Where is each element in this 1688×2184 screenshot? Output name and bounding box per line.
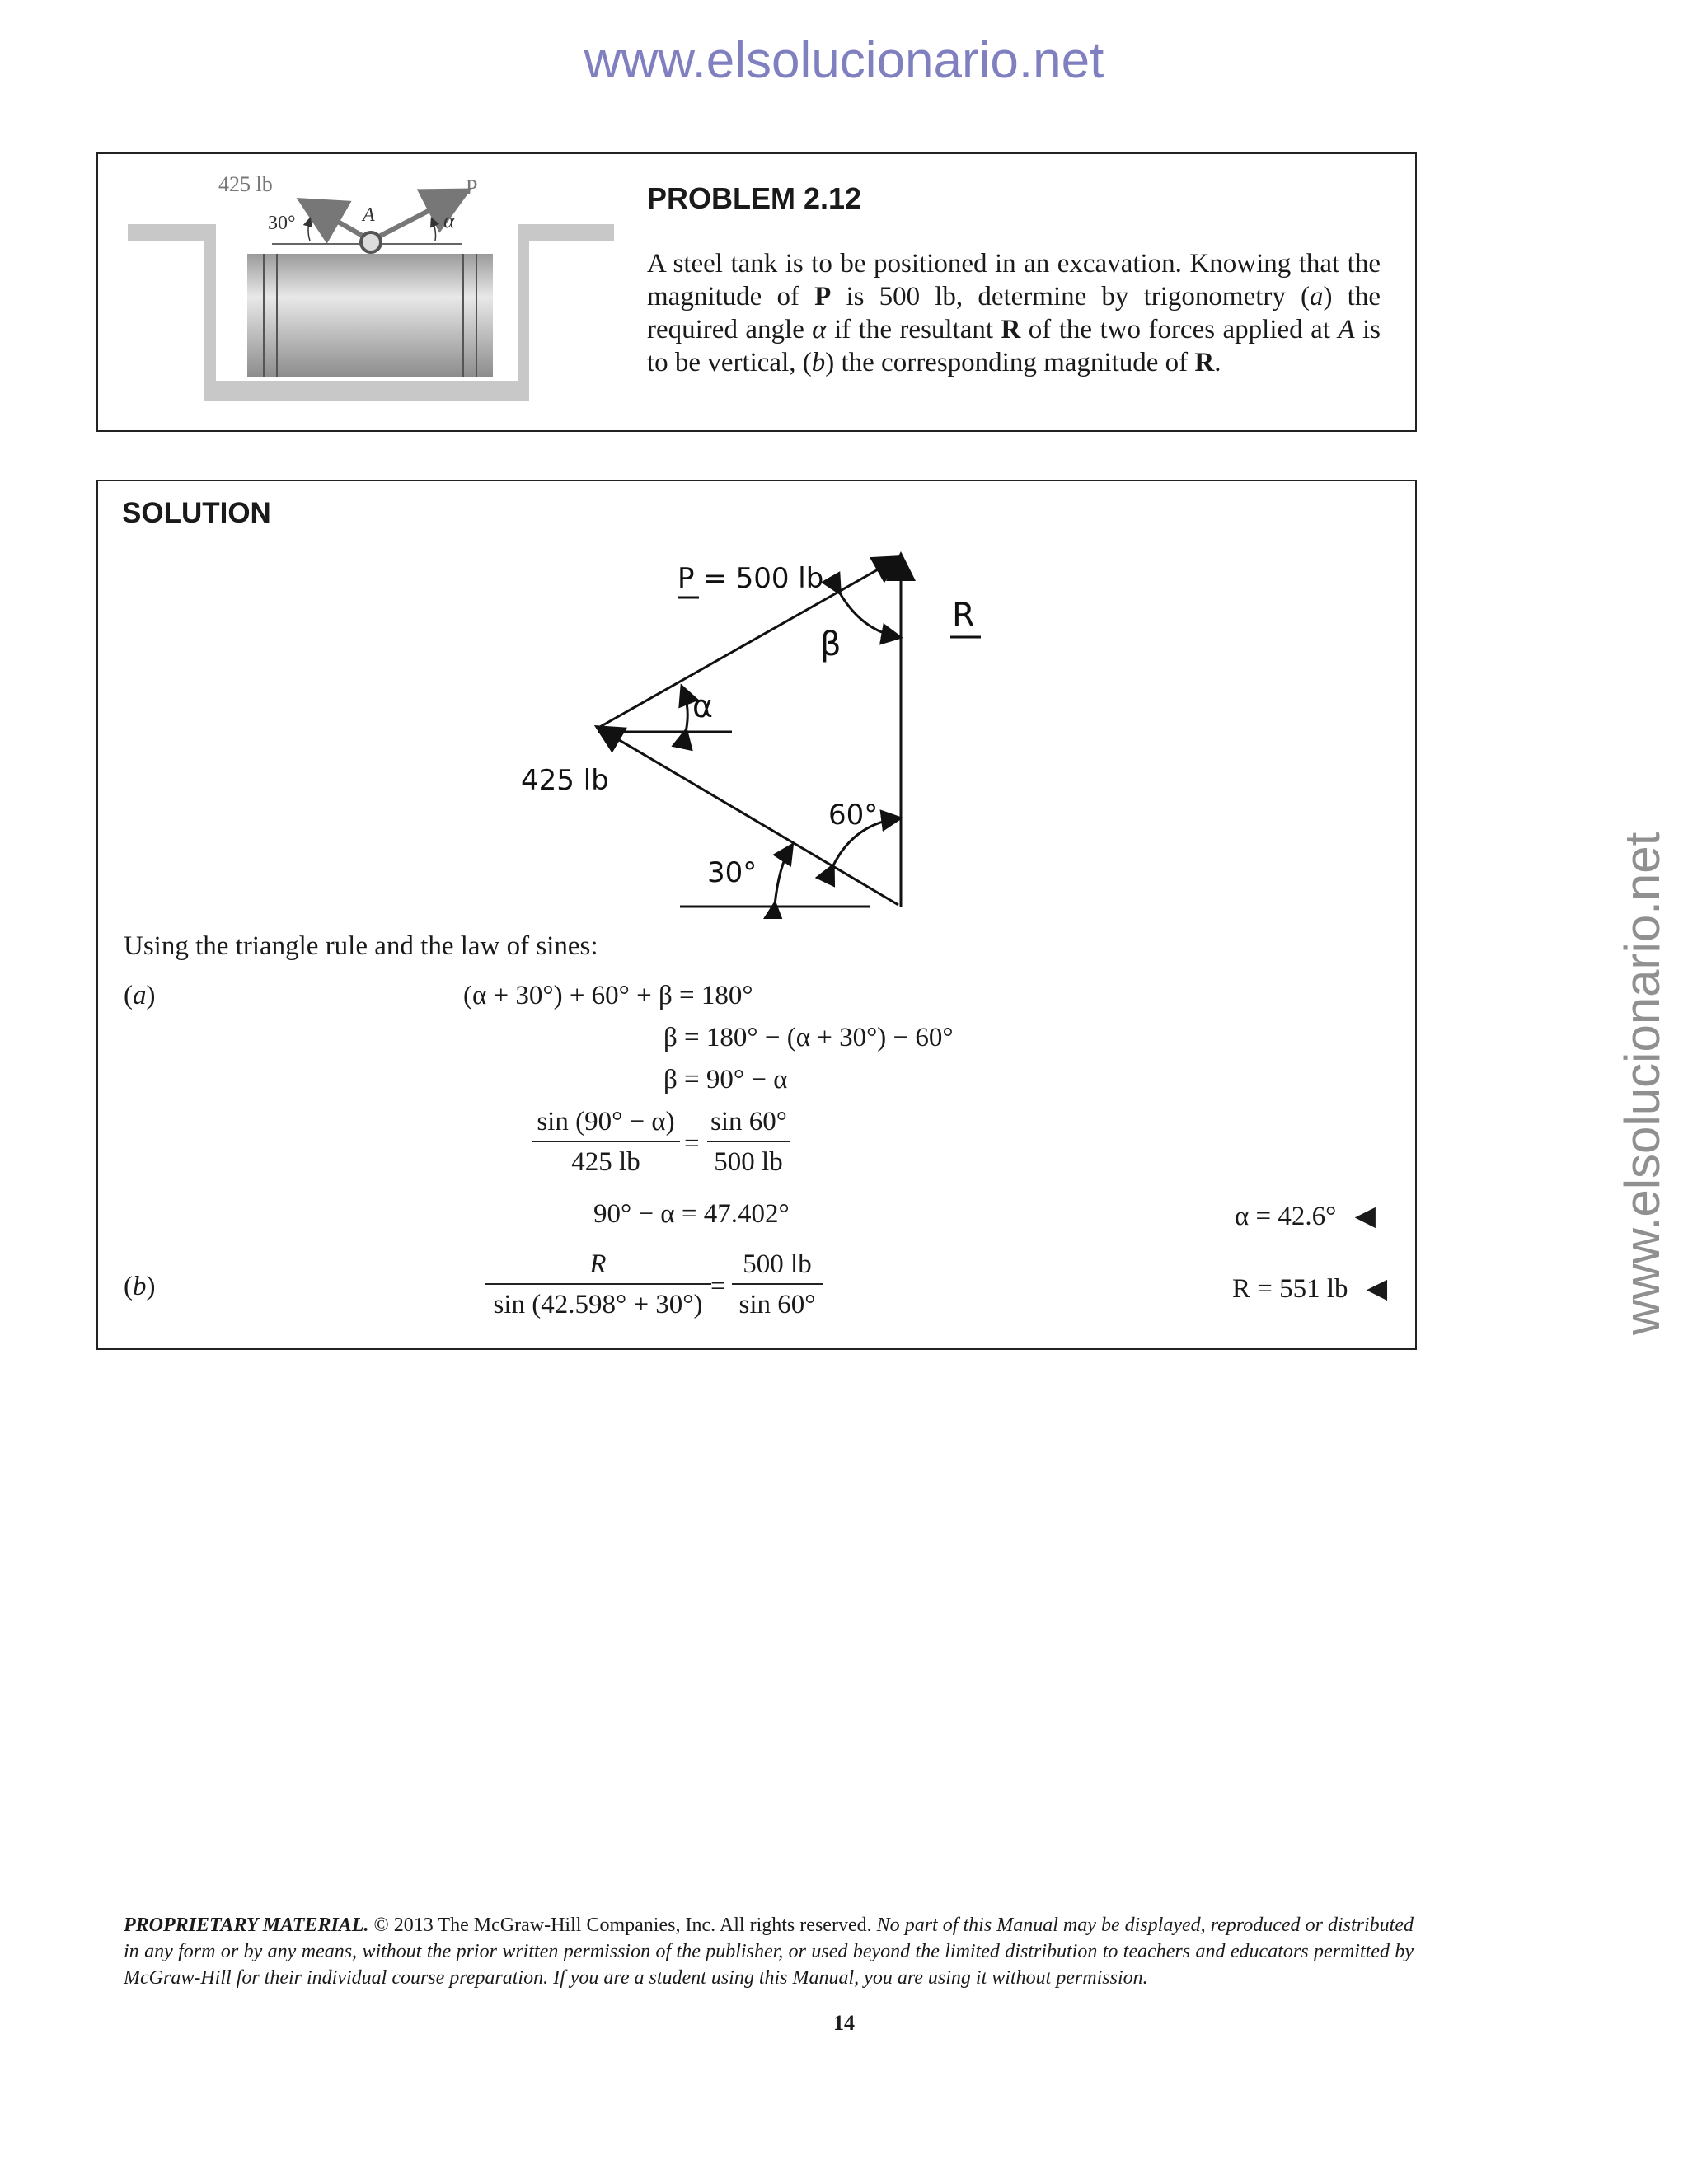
diagram-r-label: R bbox=[952, 597, 975, 635]
figure-angle-left-label: 30° bbox=[268, 213, 296, 234]
force-425-arrow bbox=[305, 203, 371, 241]
solution-title: SOLUTION bbox=[122, 497, 271, 529]
force-triangle-diagram bbox=[495, 540, 1022, 919]
figure-force-right-label: P bbox=[466, 176, 478, 199]
figure-angle-right-label: α bbox=[443, 209, 455, 232]
watermark-top: www.elsolucionario.net bbox=[584, 32, 1104, 89]
diagram-force-label: 425 lb bbox=[521, 764, 609, 797]
equation-6-right-fraction: $\frac{500 lb}{\sin 60^\circ}$ bbox=[732, 1249, 823, 1320]
equation-2: β = 180° − (α + 30°) − 60° bbox=[663, 1023, 954, 1052]
answer-b-marker-icon: ◀ bbox=[1366, 1274, 1388, 1304]
page-number: 14 bbox=[833, 2011, 855, 2035]
diagram-30-label: 30° bbox=[707, 856, 757, 889]
figure-force-left-label: 425 lb bbox=[218, 172, 273, 196]
part-b-label: (b) bbox=[124, 1272, 156, 1301]
problem-text: A steel tank is to be positioned in an excavation. Knowing that the magnitude of P is 500 lb, determine by trigonometry (a) the required angle α if the resultant R of the two forces applied at A is to be vertical, (b) the corresponding magnitude of R. bbox=[647, 249, 1381, 377]
footer-italic: No part of this Manual may be displayed, reproduced or distributed in any form or by any means, without the prior written permission of the publisher, or used beyond the limited distribution to teachers and educators permitted by McGraw-Hill for their individual course preparation. If you are a student using this Manual, you are using it without permission. bbox=[124, 1915, 1414, 1989]
copyright-footer bbox=[124, 1912, 1414, 1991]
diagram-60-label: 60° bbox=[828, 799, 879, 832]
tank-figure bbox=[124, 165, 626, 412]
answer-b: R = 551 lb ◀ bbox=[1232, 1274, 1388, 1304]
footer-bold: PROPRIETARY MATERIAL. bbox=[124, 1915, 369, 1936]
ring-a bbox=[361, 232, 381, 252]
equation-4-right-fraction: $\frac{\sin 60^\circ}{500 lb}$ bbox=[707, 1107, 790, 1178]
diagram-p-label: P = 500 lb bbox=[678, 562, 824, 595]
equation-6-equals: = bbox=[710, 1272, 726, 1301]
equation-6-left-fraction: $\frac{R}{\sin (42.598^\circ + 30^\circ)}$ bbox=[485, 1249, 711, 1320]
problem-title: PROBLEM 2.12 bbox=[647, 181, 862, 215]
equation-3: β = 90° − α bbox=[663, 1065, 788, 1094]
equation-5: 90° − α = 47.402° bbox=[593, 1199, 790, 1229]
equation-4-left-fraction: $\frac{\sin (90^\circ - \alpha)}{425 lb}$ bbox=[532, 1107, 680, 1178]
answer-a-marker-icon: ◀ bbox=[1354, 1202, 1376, 1231]
answer-a: α = 42.6° ◀ bbox=[1235, 1202, 1376, 1231]
solution-intro: Using the triangle rule and the law of sines: bbox=[124, 931, 598, 961]
equation-4-equals: = bbox=[684, 1129, 700, 1159]
equation-1: (α + 30°) + 60° + β = 180° bbox=[463, 981, 753, 1010]
diagram-alpha-label: α bbox=[692, 688, 714, 724]
part-a-label: (a) bbox=[124, 981, 156, 1010]
tank-body bbox=[247, 254, 493, 377]
footer-normal: © 2013 The McGraw-Hill Companies, Inc. All rights reserved. bbox=[368, 1915, 877, 1936]
diagram-beta-label: β bbox=[820, 626, 842, 663]
watermark-side: www.elsolucionario.net bbox=[1615, 832, 1670, 1335]
figure-point-label: A bbox=[363, 204, 375, 226]
